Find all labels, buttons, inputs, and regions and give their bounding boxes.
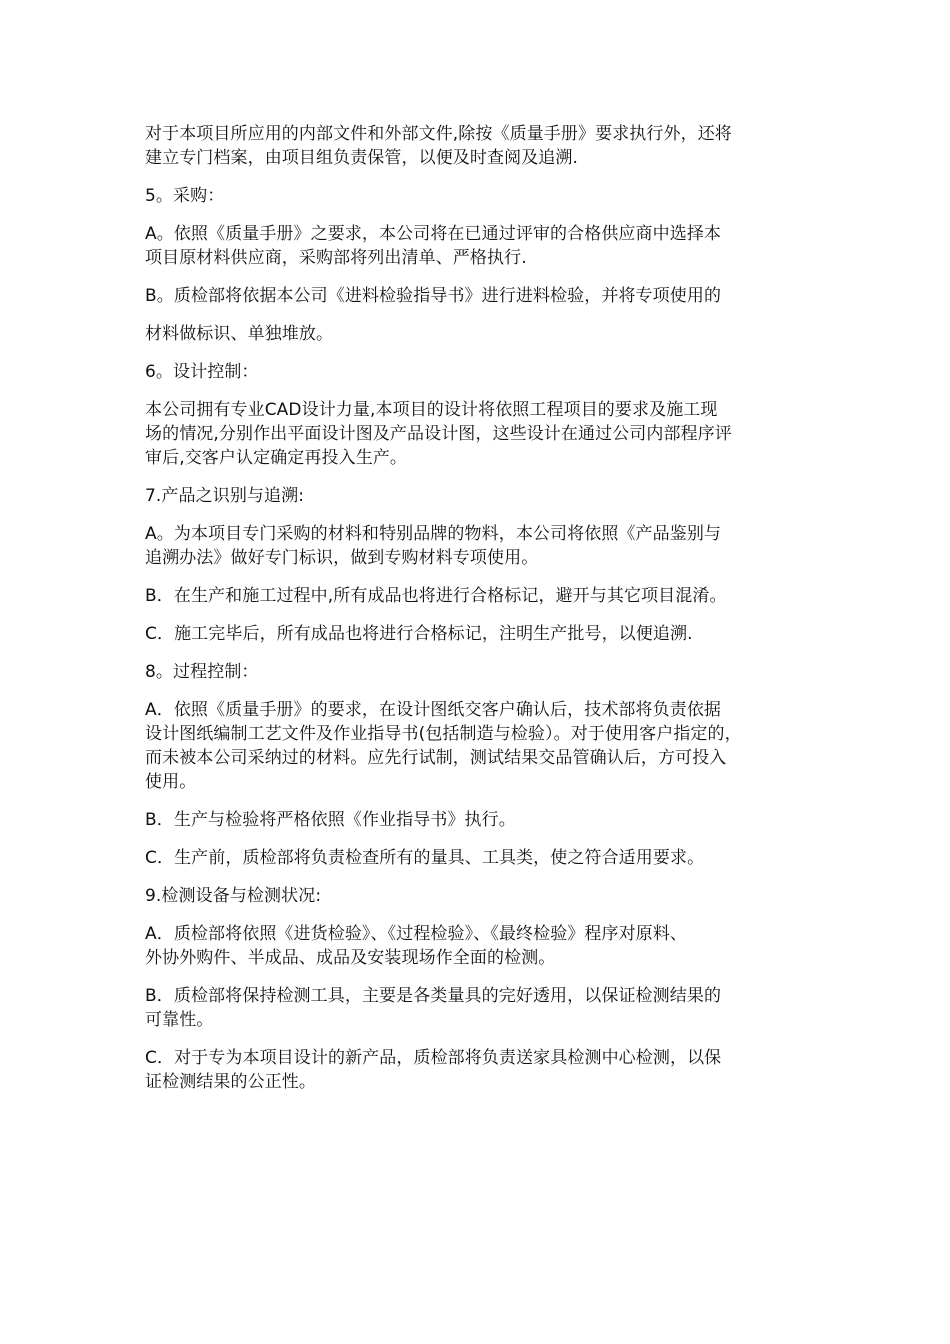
heading-inspection: 9.检测设备与检测状况: [145,886,322,906]
heading-design-control: 6。设计控制： [145,362,259,382]
document-page [145,122,825,1108]
paragraph-process-a: A．依照《质量手册》的要求，在设计图纸交客户确认后，技术部将负责依据 设计图纸编制工艺文件及作业指导书(包括制造与检验）。对于使用客户指定的， 而未被本公司采纳过的材料。应先行试制，测试结果交品管确认后，方可投入 使用。 [145,700,742,792]
paragraph-procurement-b: B。质检部将依据本公司《进料检验指导书》进行进料检验，并将专项使用的 [145,286,722,306]
heading-process-control: 8。过程控制： [145,662,259,682]
paragraph-identification-b: B．在生产和施工过程中,所有成品也将进行合格标记，避开与其它项目混淆。 [145,586,727,606]
heading-identification: 7.产品之识别与追溯: [145,486,305,506]
paragraph-inspection-c: C．对于专为本项目设计的新产品，质检部将负责送家具检测中心检测，以保 证检测结果的公正性。 [145,1048,722,1092]
paragraph-process-c: C．生产前，质检部将负责检查所有的量具、工具类，使之符合适用要求。 [145,848,705,868]
paragraph-procurement-b-cont: 材料做标识、单独堆放。 [145,324,334,344]
paragraph-intro: 对于本项目所应用的内部文件和外部文件,除按《质量手册》要求执行外，还将 建立专门档案，由项目组负责保管，以便及时查阅及追溯. [145,124,732,168]
paragraph-identification-a: A。为本项目专门采购的材料和特别品牌的物料，本公司将依照《产品鉴别与 追溯办法》做好专门标识，做到专购材料专项使用。 [145,524,722,568]
paragraph-process-b: B．生产与检验将严格依照《作业指导书》执行。 [145,810,516,830]
paragraph-inspection-b: B．质检部将保持检测工具，主要是各类量具的完好透用，以保证检测结果的 可靠性。 [145,986,722,1030]
paragraph-design-control: 本公司拥有专业CAD设计力量,本项目的设计将依照工程项目的要求及施工现 场的情况,分别作出平面设计图及产品设计图，这些设计在通过公司内部程序评 审后,交客户认定确定再投入生产。 [145,400,732,468]
paragraph-inspection-a: A．质检部将依照《进货检验》、《过程检验》、《最终检验》程序对原料、 外协外购件、半成品、成品及安装现场作全面的检测。 [145,924,688,968]
heading-procurement: 5。采购： [145,186,225,206]
paragraph-procurement-a: A。依照《质量手册》之要求，本公司将在已通过评审的合格供应商中选择本 项目原材料供应商，采购部将列出清单、严格执行. [145,224,722,268]
paragraph-identification-c: C．施工完毕后，所有成品也将进行合格标记，注明生产批号，以便追溯. [145,624,693,644]
